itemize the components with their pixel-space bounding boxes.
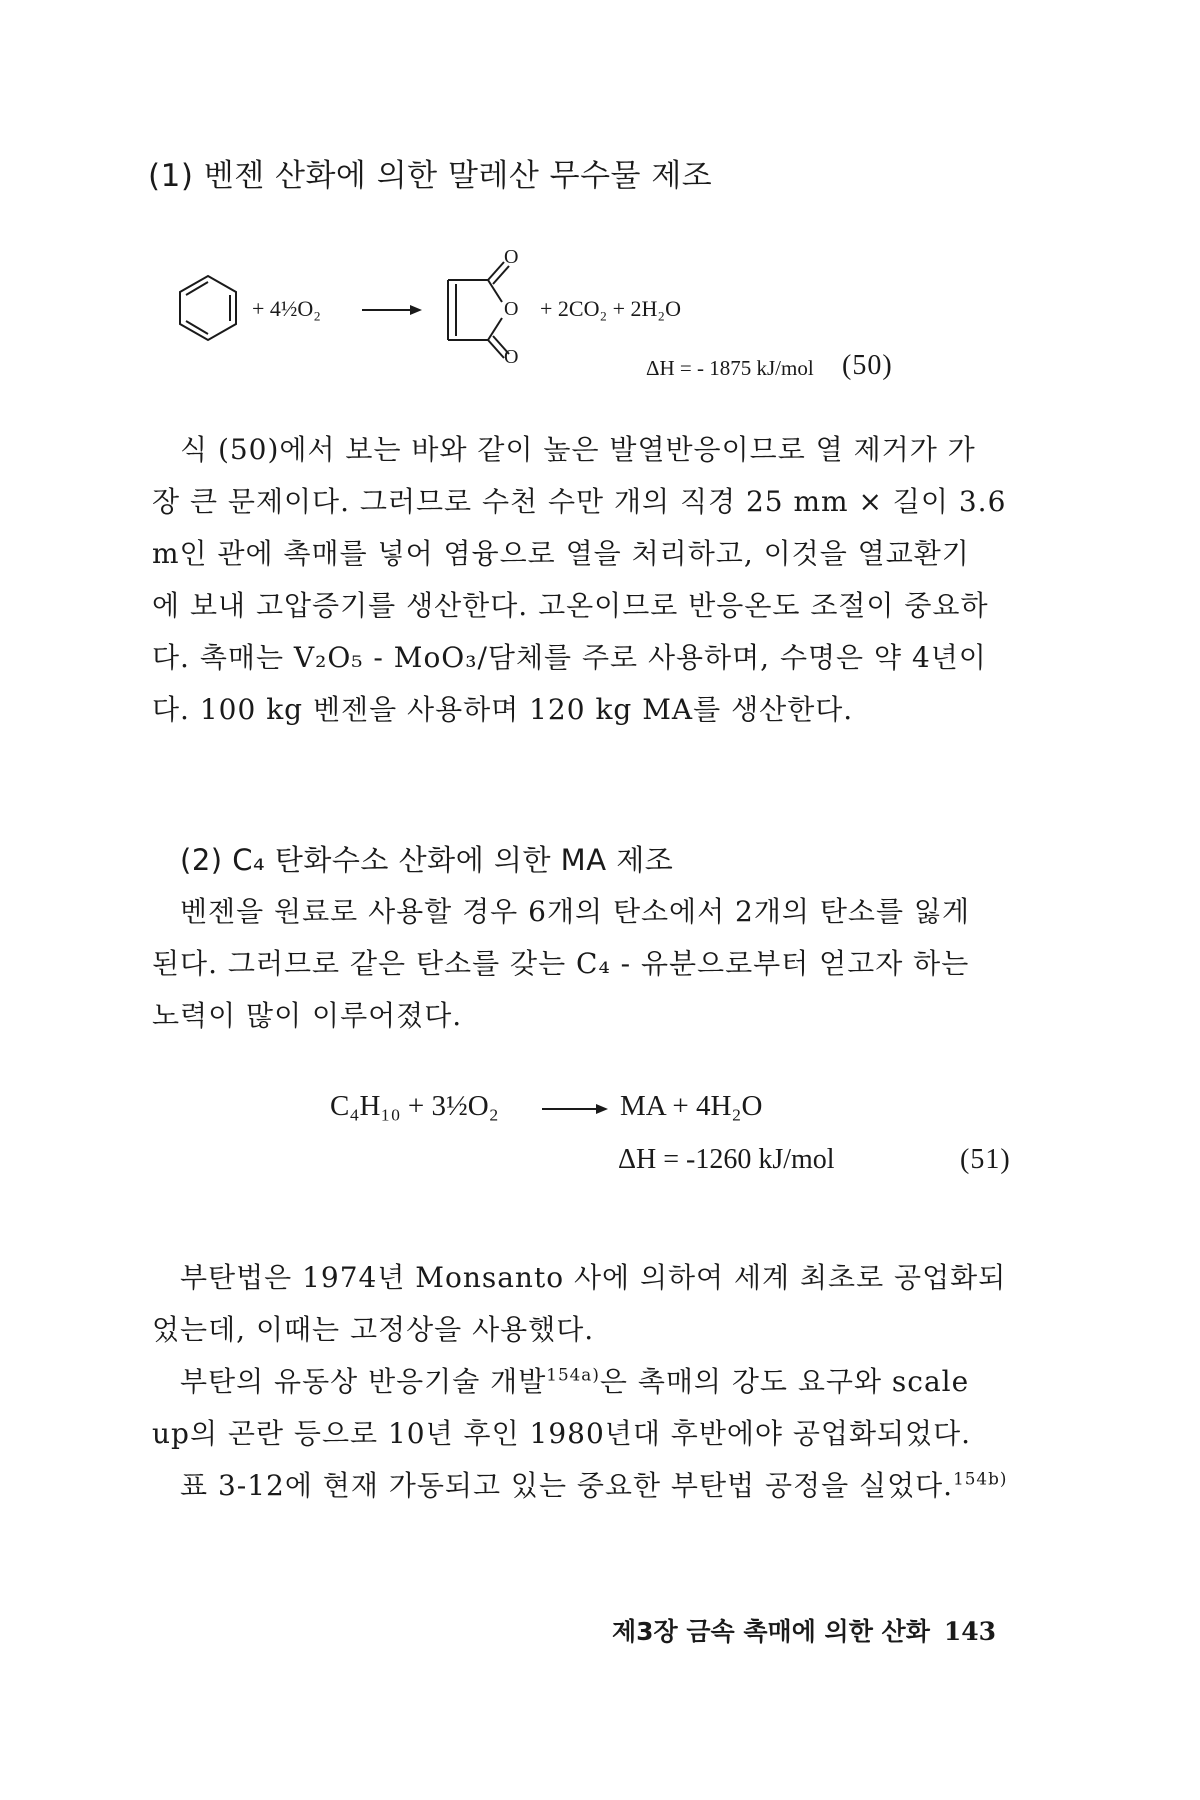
paragraph-line: 노력이 많이 이루어졌다. — [152, 999, 463, 1032]
byproducts: + 2CO₂ + 2H₂O — [540, 296, 681, 321]
paragraph-line: 다. 촉매는 V₂O₅ - MoO₃/담체를 주로 사용하며, 수명은 약 4년이 — [152, 641, 987, 674]
paragraph-line: 식 (50)에서 보는 바와 같이 높은 발열반응이므로 열 제거가 가 — [180, 433, 976, 466]
oxygen-reactant: + 4½O₂ — [252, 296, 321, 321]
equation-50 — [170, 240, 1050, 400]
reference-154a: 154a) — [546, 1364, 600, 1385]
paragraph-line: up의 곤란 등으로 10년 후인 1980년대 후반에야 공업화되었다. — [152, 1417, 972, 1450]
reference-154b: 154b) — [953, 1468, 1008, 1489]
paragraph-line — [152, 1460, 1032, 1512]
reaction-arrow-icon — [540, 1102, 610, 1116]
paragraph-line: 었는데, 이때는 고정상을 사용했다. — [152, 1313, 595, 1346]
paragraph-line: 된다. 그러므로 같은 탄소를 갖는 C₄ - 유분으로부터 얻고자 하는 — [152, 947, 970, 980]
paragraph-line: 다. 100 kg 벤젠을 사용하며 120 kg MA를 생산한다. — [152, 693, 854, 726]
enthalpy-50: ΔH = - 1875 kJ/mol — [646, 356, 814, 380]
section-1-paragraph — [152, 424, 1032, 736]
equation-number-51: (51) — [960, 1144, 1011, 1175]
section-2-paragraph — [152, 886, 1032, 1042]
ring-oxygen-bottom: O — [504, 346, 519, 368]
section-1-heading: (1) 벤젠 산화에 의한 말레산 무수물 제조 — [148, 158, 713, 194]
ring-oxygen-middle: O — [504, 298, 519, 320]
page-footer — [612, 1612, 996, 1648]
chapter-title: 제3장 금속 촉매에 의한 산화 — [612, 1617, 930, 1646]
paragraph-line: 에 보내 고압증기를 생산한다. 고온이므로 반응온도 조절이 중요하 — [152, 589, 989, 622]
maleic-anhydride-structure-icon — [448, 262, 509, 358]
closing-paragraphs — [152, 1252, 1032, 1512]
ring-oxygen-top: O — [504, 246, 519, 268]
paragraph-line: 벤젠을 원료로 사용할 경우 6개의 탄소에서 2개의 탄소를 잃게 — [180, 895, 970, 928]
line-text: 표 3-12에 현재 가동되고 있는 중요한 부탄법 공정을 실었다. — [180, 1469, 954, 1502]
enthalpy-51: ΔH = -1260 kJ/mol — [618, 1144, 835, 1175]
page-number: 143 — [943, 1617, 997, 1646]
line-text: 은 촉매의 강도 요구와 scale — [599, 1365, 970, 1398]
reaction-arrow-icon — [362, 305, 422, 315]
butane-products: MA + 4H₂O — [620, 1090, 763, 1122]
paragraph-line — [152, 1356, 1032, 1408]
section-2-heading: (2) C₄ 탄화수소 산화에 의한 MA 제조 — [180, 843, 674, 877]
paragraph-line: 장 큰 문제이다. 그러므로 수천 수만 개의 직경 25 mm × 길이 3.6 — [152, 485, 1007, 518]
paragraph-line: 부탄법은 1974년 Monsanto 사에 의하여 세계 최초로 공업화되 — [180, 1261, 1007, 1294]
equation-51 — [330, 1090, 1050, 1200]
line-text: 부탄의 유동상 반응기술 개발 — [180, 1365, 547, 1398]
benzene-ring-icon — [180, 276, 236, 340]
butane-reactants: C₄H₁₀ + 3½O₂ — [330, 1090, 499, 1122]
equation-number-50: (50) — [842, 350, 893, 381]
paragraph-line: m인 관에 촉매를 넣어 염융으로 열을 처리하고, 이것을 열교환기 — [152, 537, 970, 570]
